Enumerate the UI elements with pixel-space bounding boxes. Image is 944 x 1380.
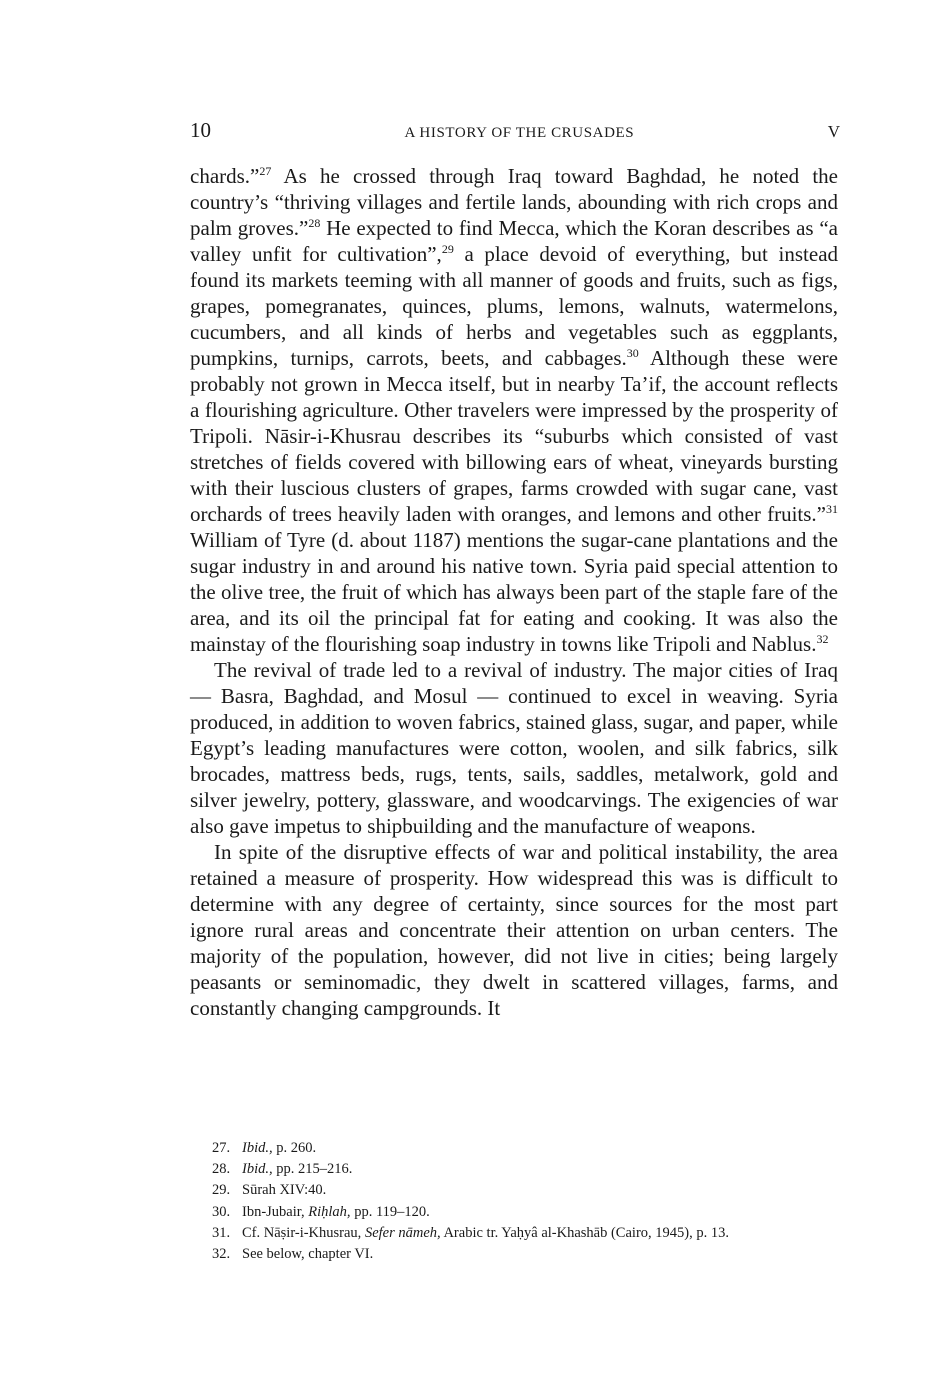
footnote-italic: Ibid.,	[242, 1161, 273, 1178]
footnote-text: Ibn-Jubair,	[242, 1203, 309, 1220]
footnote-text: pp. 119–120.	[350, 1203, 430, 1220]
footnote	[212, 1180, 852, 1201]
footnote	[212, 1202, 852, 1223]
paragraph-2: The revival of trade led to a revival of industry. The major cities of Iraq — Basra, Baghdad, and Mosul — continued to excel in weaving. Syria produced, in addition to woven fabrics, stained glass, sugar, and paper, while Egypt’s leading manufactures were cotton, woolen, and silk fabrics, silk brocades, mattress beds, rugs, tents, sails, saddles, metalwork, gold and silver jewelry, pottery, glassware, and woodcarvings. The exigencies of war also gave impetus to shipbuilding and the manufacture of weapons.	[190, 658, 838, 838]
paragraph-3: In spite of the disruptive effects of war and political instability, the area retained a measure of prosperity. How widespread this was is difficult to determine with any degree of certainty, since sources for the most part ignore rural areas and concentrate their attention on urban centers. The majority of the population, however, did not live in cities; being largely peasants or seminomadic, they dwelt in scattered villages, farms, and constantly changing campgrounds. It	[190, 840, 838, 1020]
footnote-text: Sūrah XIV:40.	[242, 1182, 327, 1199]
footnote-number: 31.	[212, 1224, 231, 1241]
text-run: William of Tyre (d. about 1187) mentions the sugar-cane plantations and the sugar industry in and around his native town. Syria paid special attention to the olive tree, the fruit of which has always been part of the staple fare of the area, and its oil the principal fat for eating and cooking. It was also the mainstay of the flourishing soap industry in towns like Tripoli and Nablus.	[190, 528, 838, 656]
running-header	[190, 118, 840, 144]
footnote	[212, 1223, 852, 1244]
volume-number: V	[827, 122, 840, 141]
footnote-text: pp. 215–216.	[272, 1161, 353, 1178]
text-run: chards.”	[190, 164, 260, 188]
paragraph-1	[190, 163, 838, 657]
footnote	[212, 1159, 852, 1180]
footnote-ref-29[interactable]: 29	[441, 242, 454, 256]
footnote-ref-27[interactable]: 27	[259, 164, 272, 178]
footnote-text: Cf. Nāṣir-i-Khusrau,	[242, 1224, 365, 1241]
footnote-number: 28.	[212, 1161, 231, 1178]
footnote-text: p. 260.	[272, 1140, 317, 1156]
footnote-ref-30[interactable]: 30	[626, 346, 639, 360]
footnote-italic: Riḥlah,	[308, 1203, 351, 1220]
footnotes	[212, 1138, 852, 1265]
body-text	[190, 163, 838, 1021]
footnote-italic: Sefer nāmeh,	[364, 1224, 441, 1241]
text-run: Although these were probably not grown in Mecca itself, but in nearby Ta’if, the account reflects a flourishing agriculture. Other travelers were impressed by the prosperity of Tripoli. Nāsir-i-Khusrau describes its “suburbs which consisted of vast stretches of fields covered with billowing ears of wheat, vineyards bursting with their luscious clusters of grapes, farms crowded with sugar cane, vast orchards of trees heavily laden with oranges, and lemons and other fruits.”	[190, 346, 838, 526]
footnote-number: 27.	[212, 1140, 231, 1156]
footnote-ref-32[interactable]: 32	[816, 632, 829, 646]
running-title: A HISTORY OF THE CRUSADES	[404, 125, 635, 141]
footnote-text: See below, chapter VI.	[242, 1246, 374, 1263]
footnote-ref-28[interactable]: 28	[308, 216, 321, 230]
footnote-number: 29.	[212, 1182, 231, 1199]
text-run: a place devoid of everything, but instead found its markets teeming with all manner of goods and fruits, such as figs, grapes, pomegranates, quinces, plums, lemons, walnuts, watermelons, cucumbers, and all kinds of herbs and vegetables such as eggplants, pumpkins, turnips, carrots, beets, and cabbages.	[190, 242, 839, 370]
footnote	[212, 1138, 852, 1159]
text-run: As he crossed through Iraq toward Baghdad, he noted the country’s “thriving villages and fertile lands, abounding with rich crops and palm groves.”	[190, 164, 838, 240]
page-number: 10	[190, 118, 211, 142]
footnote-text: Arabic tr. Yaḥyâ al-Khashāb (Cairo, 1945), p. 13.	[440, 1224, 729, 1241]
footnote-number: 30.	[212, 1203, 231, 1220]
footnote-ref-31[interactable]: 31	[826, 502, 838, 516]
footnote	[212, 1244, 852, 1265]
footnote-number: 32.	[212, 1246, 231, 1263]
text-run: He expected to find Mecca, which the Koran describes as “a valley unfit for cultivation”,	[190, 216, 839, 266]
footnote-italic: Ibid.,	[242, 1140, 273, 1156]
